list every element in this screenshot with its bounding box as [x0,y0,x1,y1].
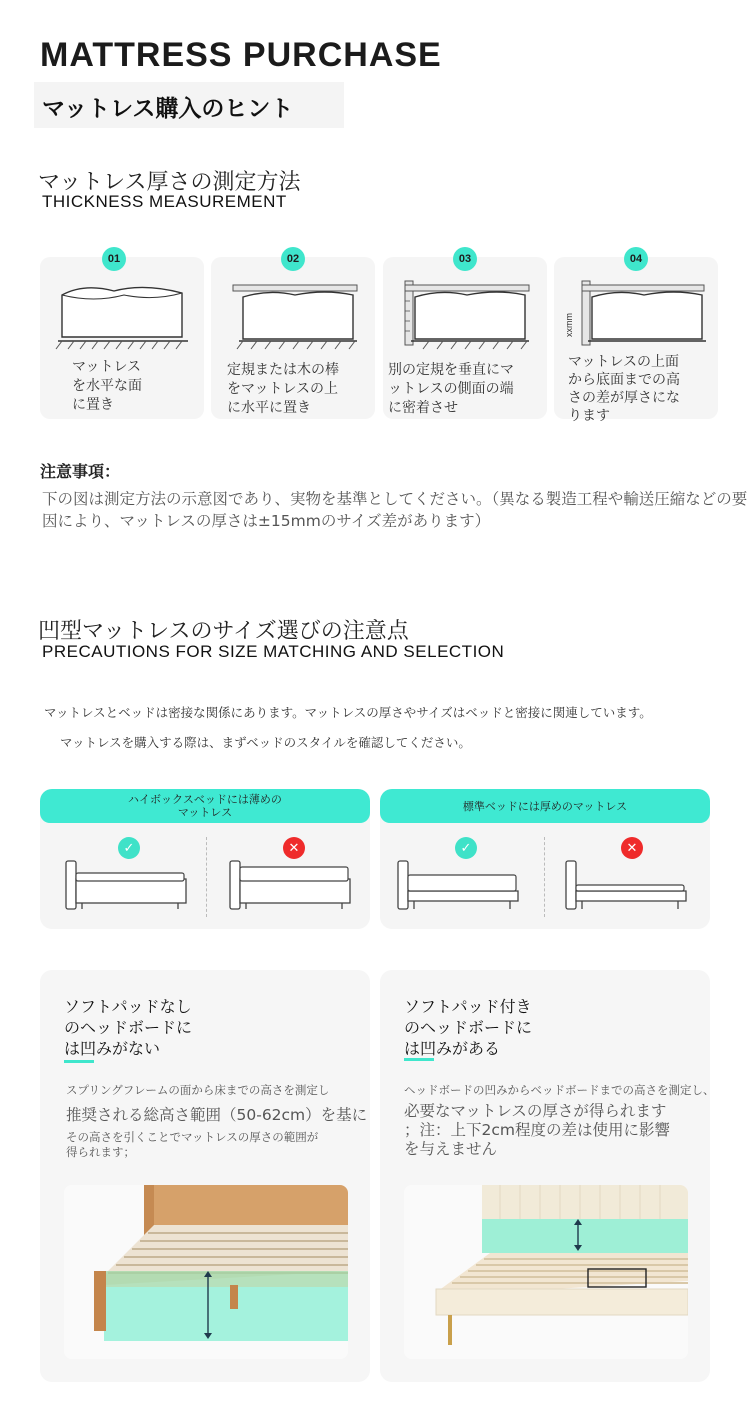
check-icon: ✓ [455,837,477,859]
card-mid-text: 必要なマットレスの厚さが得られます ；注：上下2cm程度の差は使用に影響 を与えません [404,1102,670,1158]
step-text: マットレス を水平な面 に置き [72,359,142,413]
highbox-bed-thin-mattress-icon [62,857,190,913]
card-title: ソフトパッド付き のヘッドボードに は凹みがある [404,997,533,1058]
standard-bed-thick-mattress-icon [394,857,522,913]
check-icon: ✓ [118,837,140,859]
divider [206,837,207,917]
card-tiny-text: その高さを引くことでマットレスの厚さの範囲が 得られます； [66,1130,319,1159]
wooden-bed-photo [64,1185,348,1359]
step-text: 定規または木の棒 をマットレスの上 に水平に置き [227,362,339,416]
card-small-text: ヘッドボードの凹みからベッドボードまでの高さを測定し、 [404,1083,715,1097]
cross-icon: ✕ [283,837,305,859]
mattress-measured-illustration [568,279,708,351]
highbox-bed-thick-mattress-icon [226,857,354,913]
step-number: 01 [102,247,126,271]
intro-text-1: マットレスとベッドは密接な関係にあります。マットレスの厚さやサイズはベッドと密接に関連しています。 [44,705,652,720]
page-subtitle: マットレス購入のヒント [34,82,344,128]
standard-bed-thin-mattress-icon [562,857,690,913]
cross-icon: ✕ [621,837,643,859]
card-small-text: スプリングフレームの面から床までの高さを測定し [66,1083,330,1097]
mattress-ruler-side-illustration [401,279,533,351]
card-title: ソフトパッドなし のヘッドボードに は凹みがない [64,997,193,1058]
divider [544,837,545,917]
step-card-2 [211,253,375,419]
card-with-softpad [380,970,715,1382]
bed-panel-header: ハイボックスベッドには薄めの マットレス [40,789,370,823]
step-card-3 [383,253,547,419]
bed-panel-header: 標準ベッドには厚めのマットレス [380,789,710,823]
accent-underline [64,1060,94,1063]
card-no-softpad [40,970,370,1382]
step-number: 04 [624,247,648,271]
step-number: 03 [453,247,477,271]
measure-label: xxmm [564,313,574,337]
precautions-title-en: PRECAUTIONS FOR SIZE MATCHING AND SELECTION [42,642,505,661]
precautions-title-jp: 凹型マットレスのサイズ選びの注意点 [38,619,409,644]
thickness-title-en: THICKNESS MEASUREMENT [42,192,287,211]
note-title: 注意事項： [40,462,121,481]
accent-underline [404,1058,434,1061]
bed-panel-highbox [40,789,370,929]
step-card-1 [40,253,204,419]
wooden-bed-illustration [64,1185,348,1359]
bed-panel-standard [380,789,710,929]
note-body: 下の図は測定方法の示意図であり、実物を基準としてください。（異なる製造工程や輸送圧縮などの要因により、マットレスの厚さは±15mmのサイズ差があります） [42,490,748,530]
step-text: 別の定規を垂直にマ ットレスの側面の端 に密着させ [388,362,514,416]
mattress-flat-illustration [54,279,194,351]
upholstered-bed-illustration [404,1185,688,1359]
page-title: MATTRESS PURCHASE [40,36,442,74]
mattress-ruler-top-illustration [229,279,361,351]
step-card-4 [554,253,718,424]
thickness-title-jp: マットレス厚さの測定方法 [38,170,301,195]
card-mid-text: 推奨される総高さ範囲（50-62cm）を基に [66,1106,368,1124]
upholstered-bed-photo [404,1185,688,1359]
step-text: マットレスの上面 から底面までの高 さの差が厚さにな ります [568,354,680,424]
intro-text-2: マットレスを購入する際は、まずベッドのスタイルを確認してください。 [60,735,471,750]
step-number: 02 [281,247,305,271]
